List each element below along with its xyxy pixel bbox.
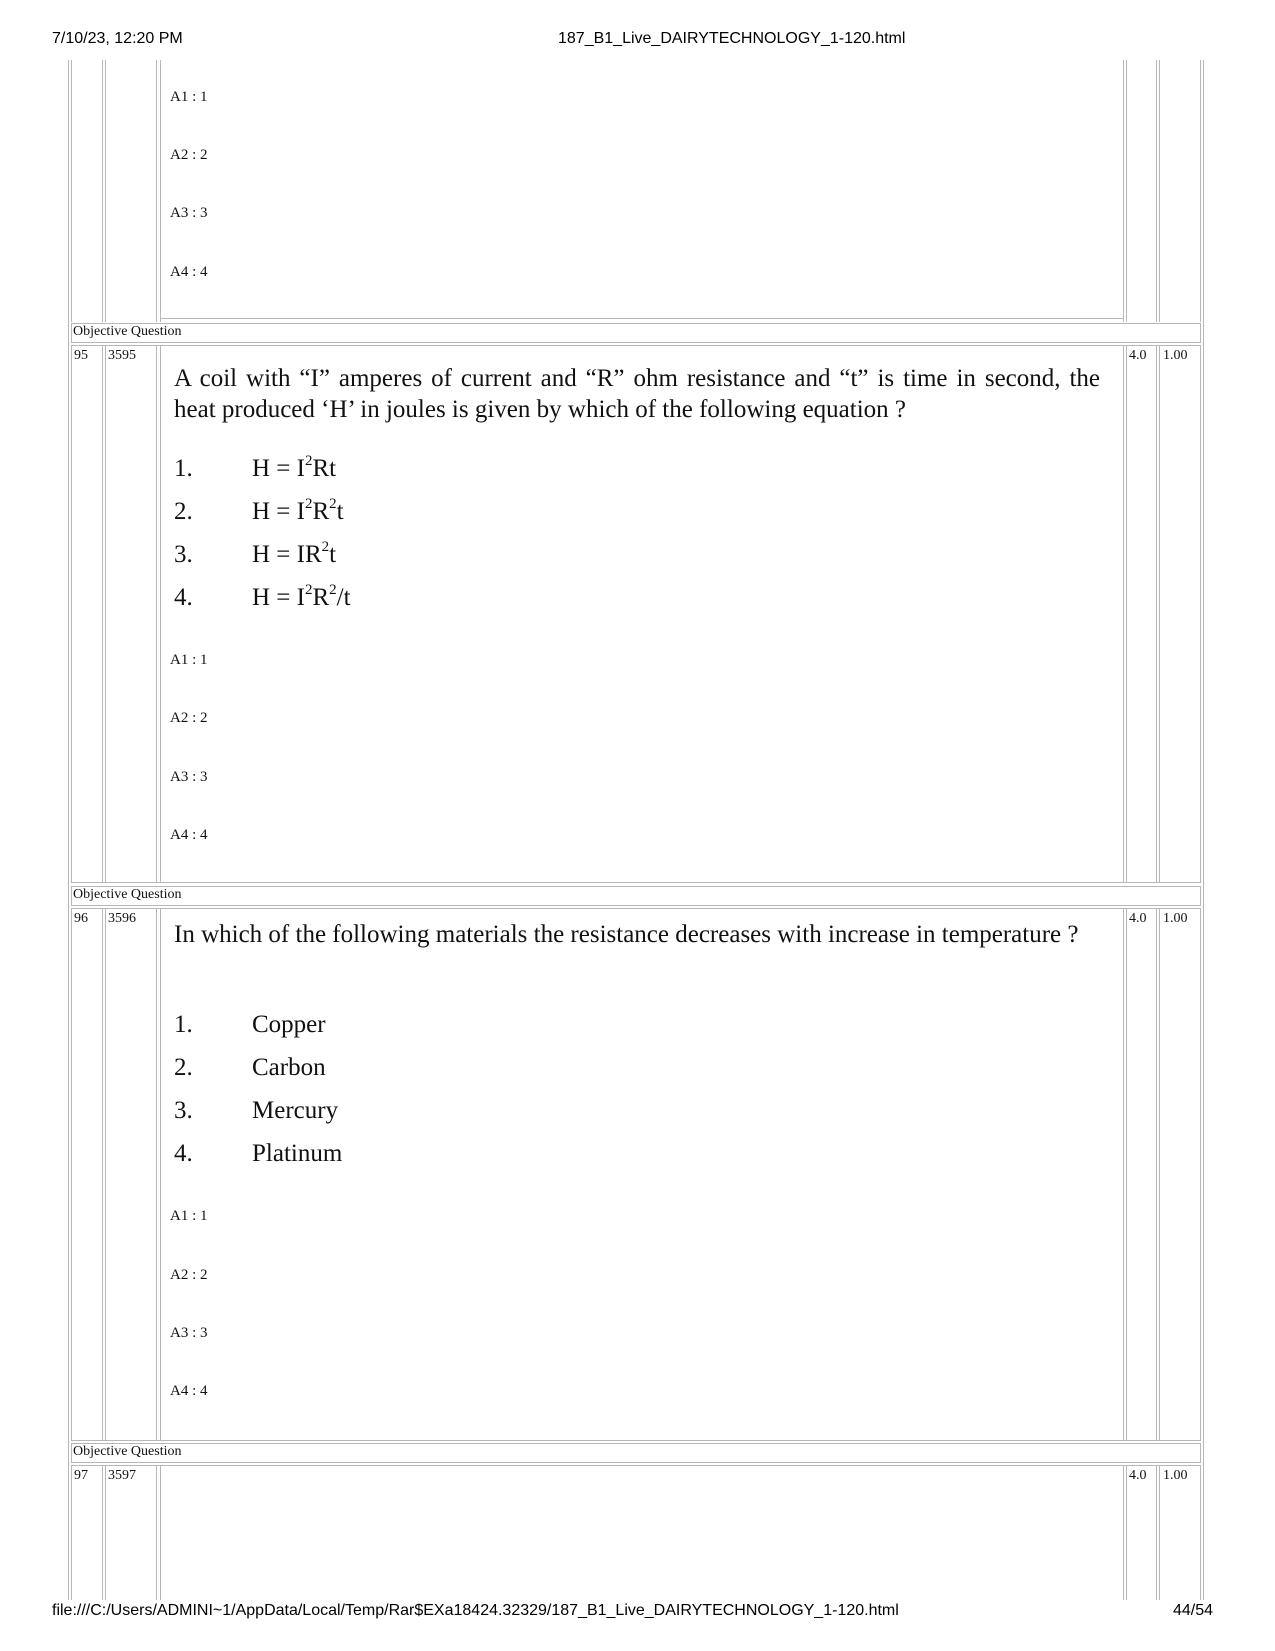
answer-line: A1 : 1 (170, 89, 208, 105)
option-text: Platinum (252, 1140, 343, 1167)
option-number: 4. (174, 584, 193, 611)
question-serial: 96 (74, 911, 88, 926)
answer-line: A2 : 2 (170, 147, 208, 163)
option-text: $H = I^2R^2/t$ (252, 581, 351, 611)
question-negative-marks: 1.00 (1163, 348, 1188, 363)
option-text: $H = I^2Rt$ (252, 452, 337, 482)
option-number: 2. (174, 498, 193, 525)
question-serial: 97 (74, 1468, 88, 1483)
answer-line: A3 : 3 (170, 1325, 208, 1341)
question-text: A coil with “I” amperes of current and “R” ohm resistance and “t” is time in second, the heat produced ‘H’ in joules is given by which of the following equation ? (174, 365, 1100, 423)
question-text: In which of the following materials the resistance decreases with increase in temperature ? (174, 921, 1079, 948)
answer-line: A4 : 4 (170, 827, 208, 843)
option-text: $H = I^2R^2t$ (252, 495, 344, 525)
option-number: 2. (174, 1054, 193, 1081)
option-text: Carbon (252, 1054, 326, 1081)
question-negative-marks: 1.00 (1163, 1468, 1188, 1483)
question-id: 3596 (108, 911, 136, 926)
page-number: 44/54 (1173, 1602, 1214, 1619)
file-path: file:///C:/Users/ADMINI~1/AppData/Local/Temp/Rar$EXa18424.32329/187_B1_Live_DAIRYTECHNOLOGY_1-120.html (52, 1602, 899, 1619)
option-text: $H = IR^2t$ (252, 538, 337, 568)
document-title: 187_B1_Live_DAIRYTECHNOLOGY_1-120.html (558, 30, 906, 47)
option-number: 1. (174, 455, 193, 482)
question-type-label: Objective Question (73, 1444, 182, 1459)
answer-line: A2 : 2 (170, 1267, 208, 1283)
question-id: 3597 (108, 1468, 136, 1483)
answer-line: A1 : 1 (170, 652, 208, 668)
question-marks: 4.0 (1129, 911, 1147, 926)
question-type-label: Objective Question (73, 887, 182, 902)
option-number: 1. (174, 1011, 193, 1038)
question-id: 3595 (108, 348, 136, 363)
option-number: 4. (174, 1140, 193, 1167)
answer-line: A4 : 4 (170, 264, 208, 280)
question-type-label: Objective Question (73, 324, 182, 339)
option-text: Mercury (252, 1097, 339, 1124)
question-serial: 95 (74, 348, 88, 363)
option-text: Copper (252, 1011, 326, 1038)
answer-line: A3 : 3 (170, 205, 208, 221)
option-number: 3. (174, 1097, 193, 1124)
answer-line: A2 : 2 (170, 710, 208, 726)
print-datetime: 7/10/23, 12:20 PM (52, 30, 183, 47)
question-marks: 4.0 (1129, 348, 1147, 363)
answer-line: A3 : 3 (170, 769, 208, 785)
option-number: 3. (174, 541, 193, 568)
answer-line: A1 : 1 (170, 1208, 208, 1224)
question-negative-marks: 1.00 (1163, 911, 1188, 926)
question-marks: 4.0 (1129, 1468, 1147, 1483)
answer-line: A4 : 4 (170, 1383, 208, 1399)
